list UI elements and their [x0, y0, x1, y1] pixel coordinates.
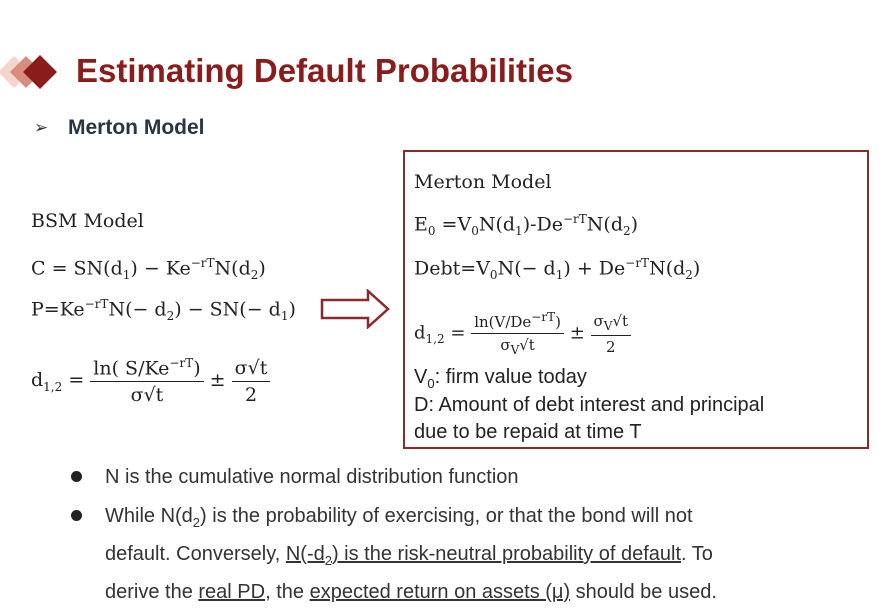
merton-debt-formula: $Debt=V_0N(- d_1) + De^{-rT}N(d_2)$ [414, 256, 701, 283]
bsm-put-formula: $P=Ke^{-rT}N(- d_2) - SN(- d_1)$ [31, 297, 296, 324]
bullet-exercise-line3: derive the real PD, the expected return on assets (μ) should be used. [105, 581, 717, 603]
section-subtitle: Merton Model [68, 116, 205, 139]
diamond-logo-icon [0, 48, 70, 96]
merton-sigma-fraction: $\frac{\sigma_V√t}{2}$ [591, 312, 632, 356]
v0-definition: $V_0$: firm value today [414, 366, 587, 391]
bsm-sigma-fraction: $\frac{\sigma√t}{2}$ [232, 357, 271, 406]
merton-equity-formula: $E_0 =V_0N(d_1)-De^{-rT}N(d_2)$ [414, 212, 639, 239]
bullet-dot-icon [71, 471, 82, 482]
d-definition-line2: due to be repaid at time T [414, 421, 642, 443]
arrow-bullet-icon: ➢ [34, 118, 49, 137]
bsm-call-formula: $C = SN(d_1) - Ke^{-rT}N(d_2)$ [31, 256, 266, 283]
bsm-d12-fraction: $\frac{\ln( S/Ke^{-rT})}{\sigma√t}$ [90, 356, 203, 406]
merton-d12-fraction: $\frac{\ln(V/De^{-rT})}{\sigma_V√t}$ [471, 310, 564, 357]
bsm-heading: BSM Model [31, 210, 144, 232]
bullet-cdf: N is the cumulative normal distribution function [105, 466, 519, 488]
bullet-exercise-line2: default. Conversely, $N(-d_2)$ is the risk-neutral probability of default. To [105, 543, 713, 568]
merton-heading: Merton Model [414, 171, 552, 193]
right-arrow-icon [320, 289, 392, 329]
bullet-dot-icon [71, 510, 82, 521]
page-title: Estimating Default Probabilities [76, 52, 573, 89]
d-definition-line1: D: Amount of debt interest and principal [414, 394, 765, 416]
merton-d12-formula: $d_{1,2}$ = $\frac{\ln(V/De^{-rT})}{\sigma_V√t}$ ± $\frac{\sigma_V√t}{2}$ [414, 310, 631, 357]
bsm-d12-formula: $d_{1,2}$ = $\frac{\ln( S/Ke^{-rT})}{\sigma√t}$ ± $\frac{\sigma√t}{2}$ [31, 356, 270, 406]
bullet-exercise-line1: While $N(d_2)$ is the probability of exercising, or that the bond will not [105, 505, 693, 530]
